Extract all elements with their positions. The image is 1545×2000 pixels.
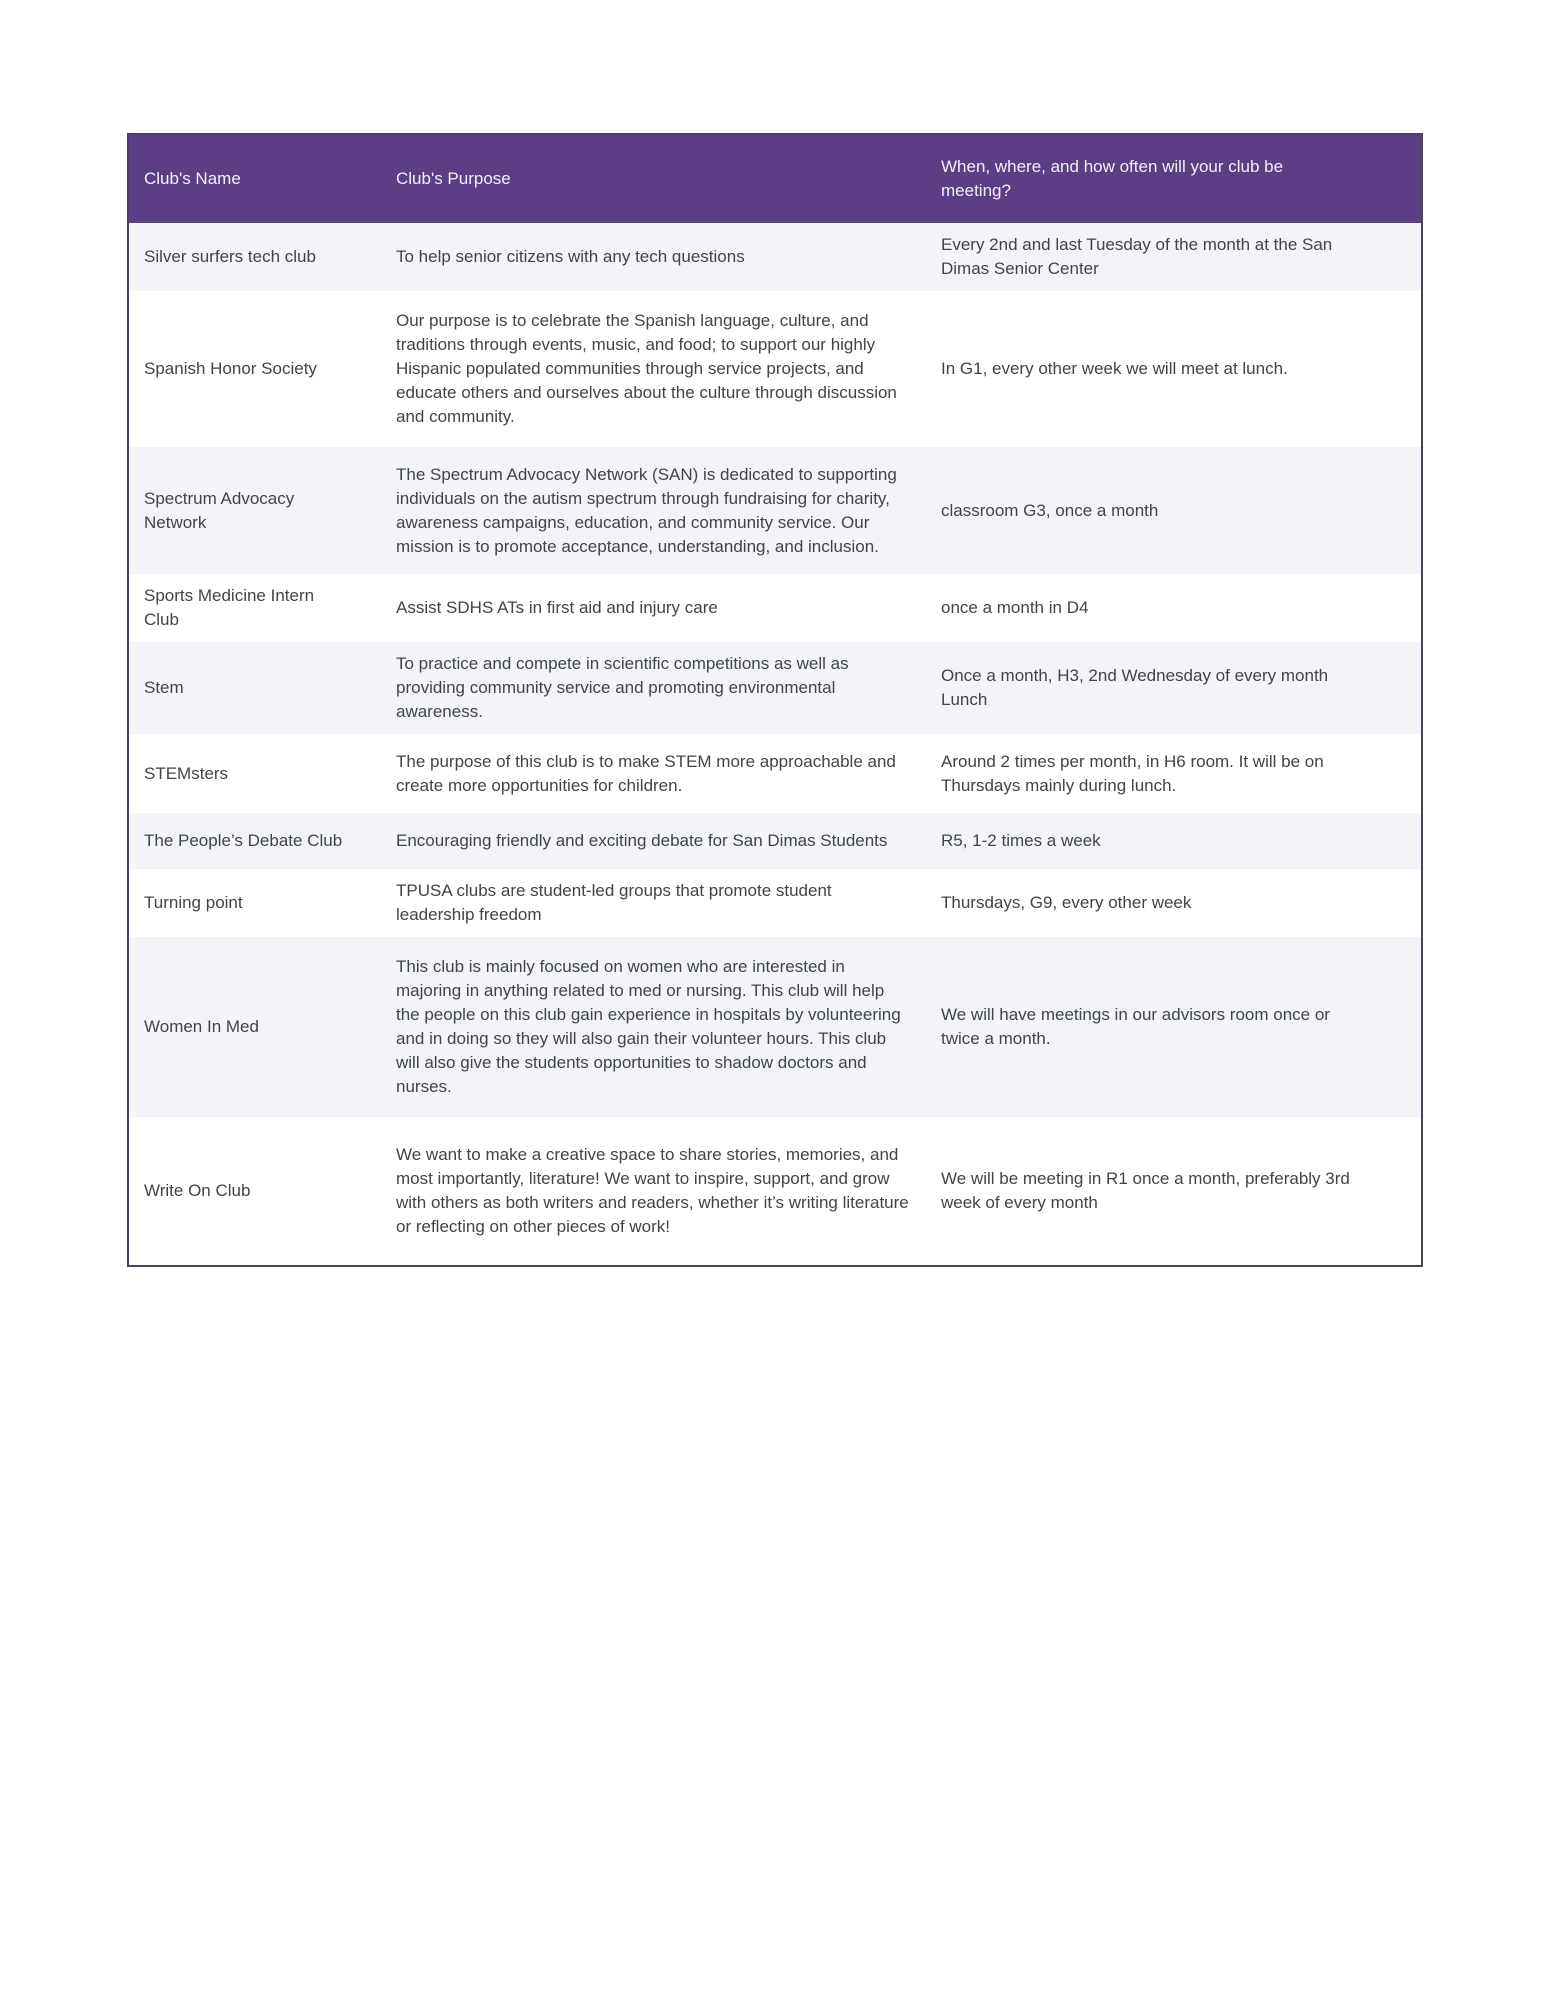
club-purpose-cell [381,447,926,574]
club-name: Spanish Honor Society [144,359,317,378]
club-purpose: The purpose of this club is to make STEM more approachable and create more opportunities for children. [396,751,896,795]
table-row [128,813,1422,869]
table-row [128,734,1422,813]
clubs-table-body [128,223,1422,1266]
club-name: Turning point [144,893,243,912]
club-purpose: We want to make a creative space to share stories, memories, and most importantly, literature! We want to inspire, support, and grow with others as both writers and readers, whether it’s writing literature or reflecting on other pieces of work! [396,1145,909,1236]
column-header-label: Club's Name [144,169,241,188]
club-name-cell [128,869,381,937]
club-meeting-cell [926,1117,1422,1266]
table-row [128,223,1422,291]
club-purpose-cell [381,937,926,1117]
club-meeting-cell [926,869,1422,937]
club-purpose-cell [381,813,926,869]
club-meeting: We will have meetings in our advisors room once or twice a month. [941,1005,1330,1048]
club-purpose-cell [381,869,926,937]
header-row [128,134,1422,223]
club-purpose: To help senior citizens with any tech questions [396,247,745,266]
table-row [128,1117,1422,1266]
column-header-clubs-purpose [381,134,926,223]
club-purpose: This club is mainly focused on women who are interested in majoring in anything related to med or nursing. This club will help the people on this club gain experience in hospitals by volunteering and in doing so they will also gain their volunteer hours. This club will also give the students opportunities to shadow doctors and nurses. [396,957,901,1096]
club-purpose-cell [381,574,926,642]
club-name-cell [128,223,381,291]
club-name-cell [128,734,381,813]
club-name: Stem [144,678,184,697]
club-name-cell [128,574,381,642]
club-purpose: Encouraging friendly and exciting debate for San Dimas Students [396,831,888,850]
club-name-cell [128,1117,381,1266]
club-meeting: R5, 1-2 times a week [941,831,1101,850]
club-meeting-cell [926,813,1422,869]
club-purpose-cell [381,734,926,813]
club-meeting: We will be meeting in R1 once a month, preferably 3rd week of every month [941,1169,1350,1212]
club-purpose-cell [381,642,926,734]
club-name: Silver surfers tech club [144,247,316,266]
club-meeting: once a month in D4 [941,598,1089,617]
club-name-cell [128,447,381,574]
column-header-label: When, where, and how often will your club be meeting? [941,157,1284,200]
club-purpose-cell [381,1117,926,1266]
club-meeting-cell [926,291,1422,447]
club-name: The People’s Debate Club [144,831,343,850]
club-name: Spectrum Advocacy Network [144,488,295,532]
club-meeting: Thursdays, G9, every other week [941,893,1192,912]
club-name: Women In Med [144,1017,259,1036]
club-purpose-cell [381,223,926,291]
column-header-meeting-info [926,134,1422,223]
club-name: STEMsters [144,763,229,783]
club-meeting-cell [926,223,1422,291]
table-row [128,642,1422,734]
club-purpose: The Spectrum Advocacy Network (SAN) is dedicated to supporting individuals on the autism spectrum through fundraising for charity, awareness campaigns, education, and community service. Our mission is to promote acceptance, understanding, and inclusion. [396,464,897,556]
club-meeting-cell [926,734,1422,813]
club-purpose-cell [381,291,926,447]
club-purpose: TPUSA clubs are student-led groups that promote student leadership freedom [396,881,832,924]
clubs-table [127,133,1423,1267]
club-meeting: Once a month, H3, 2nd Wednesday of every month Lunch [941,666,1329,709]
club-name: Sports Medicine Intern Club [144,586,315,629]
clubs-table-header [128,134,1422,223]
club-meeting: Around 2 times per month, in H6 room. It will be on Thursdays mainly during lunch. [941,751,1324,795]
table-row [128,869,1422,937]
club-meeting: Every 2nd and last Tuesday of the month at the San Dimas Senior Center [941,235,1333,278]
club-meeting-cell [926,447,1422,574]
club-meeting-cell [926,574,1422,642]
club-purpose: Assist SDHS ATs in first aid and injury care [396,598,718,617]
club-meeting: classroom G3, once a month [941,500,1159,520]
club-name: Write On Club [144,1181,251,1200]
club-name-cell [128,813,381,869]
column-header-clubs-name [128,134,381,223]
club-name-cell [128,937,381,1117]
club-meeting: In G1, every other week we will meet at lunch. [941,359,1288,378]
club-meeting-cell [926,642,1422,734]
column-header-label: Club's Purpose [396,169,511,188]
club-purpose: Our purpose is to celebrate the Spanish language, culture, and traditions through events, music, and food; to support our highly Hispanic populated communities through service projects, and educate others and ourselves about the culture through discussion and community. [396,311,897,426]
table-row [128,574,1422,642]
club-name-cell [128,642,381,734]
club-meeting-cell [926,937,1422,1117]
table-row [128,937,1422,1117]
club-name-cell [128,291,381,447]
club-purpose: To practice and compete in scientific competitions as well as providing community service and promoting environmental awareness. [396,654,849,721]
table-row [128,291,1422,447]
table-row [128,447,1422,574]
